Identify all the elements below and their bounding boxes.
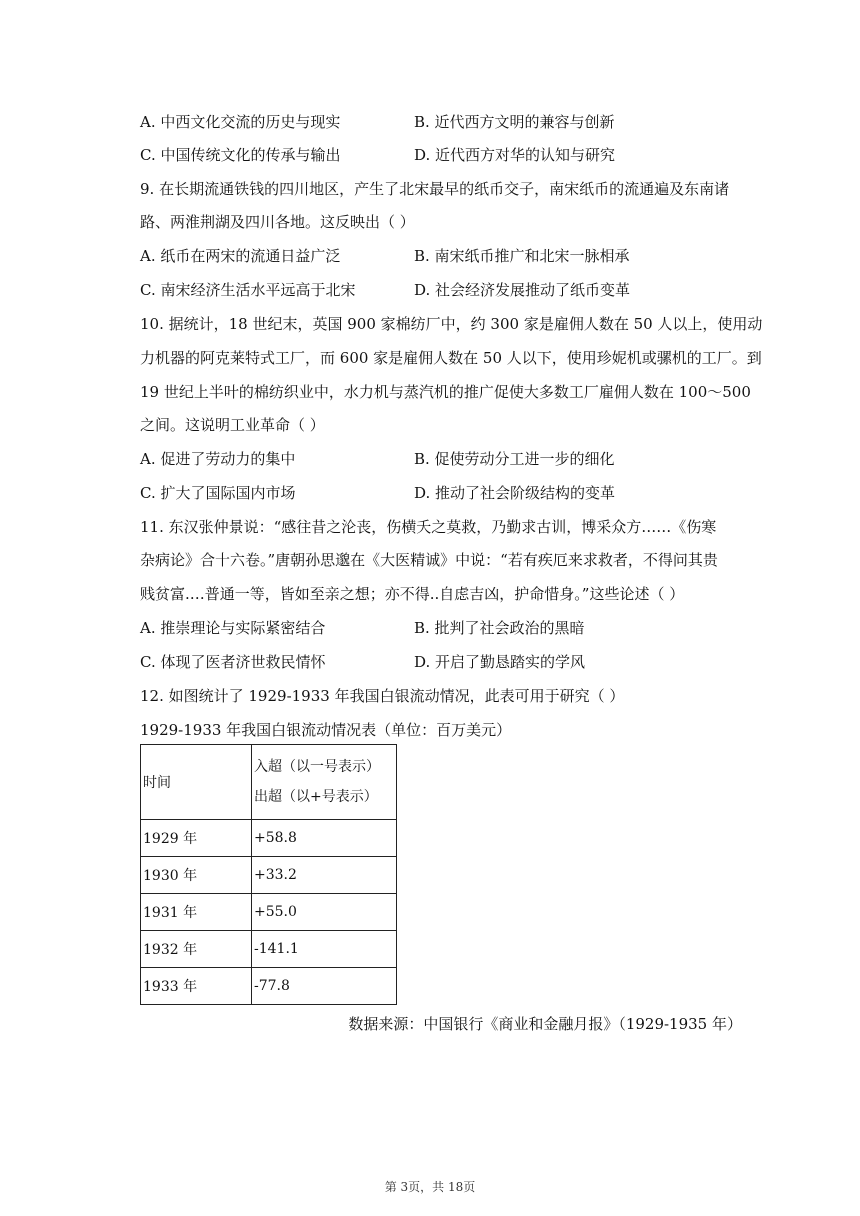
table-caption: 1929-1933 年我国白银流动情况表（单位：百万美元）: [140, 721, 512, 739]
header-export-note: 出超（以+号表示）: [254, 789, 378, 805]
q9-stem-line-1: 9. 在长期流通铁钱的四川地区，产生了北宋最早的纸币交子，南宋纸币的流通遍及东南诸: [140, 180, 730, 198]
page-footer: 第 3页，共 18页: [384, 1180, 476, 1194]
table-header-row: [141, 745, 397, 820]
cell-year: 1933 年: [141, 968, 252, 1005]
cell-year: 1929 年: [141, 820, 252, 857]
table-row: [141, 968, 397, 1005]
table-row: [141, 931, 397, 968]
q10-option-a: A. 促进了劳动力的集中: [140, 450, 296, 468]
q8-option-d: D. 近代西方对华的认知与研究: [414, 146, 616, 164]
cell-value: +55.0: [252, 894, 397, 931]
q11-stem-line-1: 11. 东汉张仲景说：“感往昔之沦丧，伤横夭之莫救，乃勤求古训，博采众方……《伤寒: [140, 518, 717, 536]
q9-option-a: A. 纸币在两宋的流通日益广泛: [140, 247, 341, 265]
header-import-note: 入超（以一号表示）: [254, 759, 380, 775]
q8-option-c: C. 中国传统文化的传承与输出: [140, 146, 341, 164]
q10-option-d: D. 推动了社会阶级结构的变革: [414, 484, 616, 502]
q10-stem-line-2: 力机器的阿克莱特式工厂，而 600 家是雇佣人数在 50 人以下，使用珍妮机或骡机的工厂。到: [140, 349, 762, 367]
table-row: [141, 820, 397, 857]
q9-option-d: D. 社会经济发展推动了纸币变革: [414, 281, 631, 299]
table-row: [141, 894, 397, 931]
q11-stem-line-3: 贱贫富.…普通一等，皆如至亲之想；亦不得..自虑吉凶，护命惜身。”这些论述（ ）: [140, 585, 685, 603]
header-time: 时间: [141, 745, 252, 820]
cell-value: -141.1: [252, 931, 397, 968]
header-flow: [252, 745, 397, 820]
q11-stem-line-2: 杂病论》合十六卷。”唐朝孙思邈在《大医精诚》中说：“若有疾厄来求救者，不得问其贵: [140, 551, 718, 569]
cell-year: 1930 年: [141, 857, 252, 894]
cell-value: +58.8: [252, 820, 397, 857]
q11-option-a: A. 推崇理论与实际紧密结合: [140, 619, 326, 637]
q10-option-c: C. 扩大了国际国内市场: [140, 484, 296, 502]
cell-year: 1931 年: [141, 894, 252, 931]
q11-option-b: B. 批判了社会政治的黑暗: [414, 619, 585, 637]
cell-value: -77.8: [252, 968, 397, 1005]
q10-stem-line-1: 10. 据统计，18 世纪末，英国 900 家棉纺厂中，约 300 家是雇佣人数在 50 人以上，使用动: [140, 315, 763, 333]
q11-option-d: D. 开启了勤恳踏实的学风: [414, 653, 586, 671]
q10-option-b: B. 促使劳动分工进一步的细化: [414, 450, 615, 468]
q10-stem-line-4: 之间。这说明工业革命（ ）: [140, 416, 325, 434]
q8-option-a: A. 中西文化交流的历史与现实: [140, 113, 341, 131]
q9-stem-line-2: 路、两淮荆湖及四川各地。这反映出（ ）: [140, 213, 415, 231]
q9-option-b: B. 南宋纸币推广和北宋一脉相承: [414, 247, 630, 265]
q11-option-c: C. 体现了医者济世救民情怀: [140, 653, 326, 671]
q9-option-c: C. 南宋经济生活水平远高于北宋: [140, 281, 356, 299]
data-source-note: 数据来源：中国银行《商业和金融月报》（1929-1935 年）: [348, 1015, 742, 1033]
cell-value: +33.2: [252, 857, 397, 894]
cell-year: 1932 年: [141, 931, 252, 968]
table-row: [141, 857, 397, 894]
silver-flow-table: [140, 744, 397, 1005]
q12-stem: 12. 如图统计了 1929-1933 年我国白银流动情况，此表可用于研究（ ）: [140, 687, 625, 705]
q8-option-b: B. 近代西方文明的兼容与创新: [414, 113, 615, 131]
q10-stem-line-3: 19 世纪上半叶的棉纺织业中，水力机与蒸汽机的推广促使大多数工厂雇佣人数在 100～500: [140, 383, 751, 401]
